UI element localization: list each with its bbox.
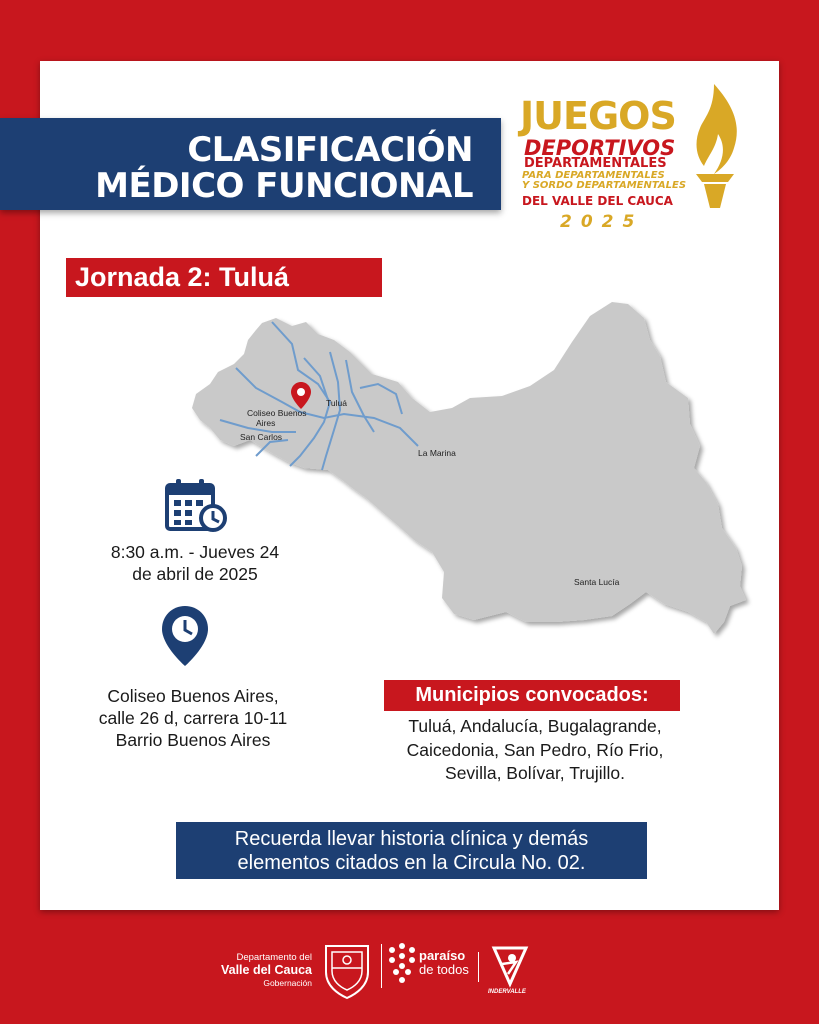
logo-text-juegos: JUEGOS bbox=[520, 94, 676, 138]
map-label-coliseo-2: Aires bbox=[256, 418, 276, 428]
schedule-text bbox=[70, 541, 320, 585]
logo-text-departamentales: DEPARTAMENTALES bbox=[524, 156, 667, 171]
calendar-clock-icon bbox=[164, 477, 228, 535]
dept-text-line-3: Gobernación bbox=[263, 978, 312, 988]
title-banner bbox=[0, 118, 501, 210]
juegos-logo bbox=[518, 82, 748, 242]
venue-line-3: Barrio Buenos Aires bbox=[115, 730, 271, 750]
venue-text bbox=[64, 685, 322, 751]
municipios-heading: Municipios convocados: bbox=[384, 680, 680, 711]
indervalle-text: INDERVALLE bbox=[488, 989, 526, 995]
title-line-1: CLASIFICACIÓN bbox=[187, 130, 473, 170]
logo-text-sordo: Y SORDO DEPARTAMENTALES bbox=[522, 180, 687, 191]
location-clock-icon bbox=[160, 604, 210, 668]
venue-line-2: calle 26 d, carrera 10-11 bbox=[98, 708, 288, 728]
reminder-line-2: elementos citados en la Circula No. 02. bbox=[237, 852, 586, 874]
map-label-la-marina: La Marina bbox=[418, 448, 456, 458]
paraiso-line-1: paraíso bbox=[419, 948, 466, 963]
map-label-santa-lucia: Santa Lucía bbox=[574, 577, 620, 587]
reminder-line-1: Recuerda llevar historia clínica y demás bbox=[234, 828, 589, 850]
map-label-coliseo: Coliseo Buenos bbox=[247, 408, 307, 418]
jornada-label: Jornada 2: Tuluá bbox=[66, 258, 382, 297]
logo-year: 2025 bbox=[560, 212, 644, 232]
dept-text-line-1: Departamento del bbox=[236, 952, 312, 963]
title-line-2: MÉDICO FUNCIONAL bbox=[95, 166, 473, 206]
municipios-line-3: Sevilla, Bolívar, Trujillo. bbox=[445, 763, 625, 783]
logo-text-valle: DEL VALLE DEL CAUCA bbox=[522, 194, 673, 208]
map-label-san-carlos: San Carlos bbox=[240, 432, 283, 442]
municipios-list bbox=[370, 715, 700, 786]
venue-line-1: Coliseo Buenos Aires, bbox=[107, 686, 279, 706]
municipios-line-1: Tuluá, Andalucía, Bugalagrande, bbox=[408, 716, 662, 736]
municipios-line-2: Caicedonia, San Pedro, Río Frio, bbox=[406, 739, 664, 760]
logo-text-deportivos: DEPORTIVOS bbox=[524, 136, 676, 160]
reminder-banner bbox=[176, 822, 647, 879]
map-label-tulua: Tuluá bbox=[326, 398, 347, 408]
logo-text-para: PARA DEPARTAMENTALES bbox=[522, 170, 665, 181]
schedule-line-1: 8:30 a.m. - Jueves 24 bbox=[110, 542, 280, 562]
torch-flame-icon bbox=[684, 82, 746, 212]
paraiso-line-2: de todos bbox=[419, 962, 469, 977]
schedule-line-2: de abril de 2025 bbox=[132, 564, 258, 584]
dept-text-line-2: Valle del Cauca bbox=[220, 963, 312, 977]
